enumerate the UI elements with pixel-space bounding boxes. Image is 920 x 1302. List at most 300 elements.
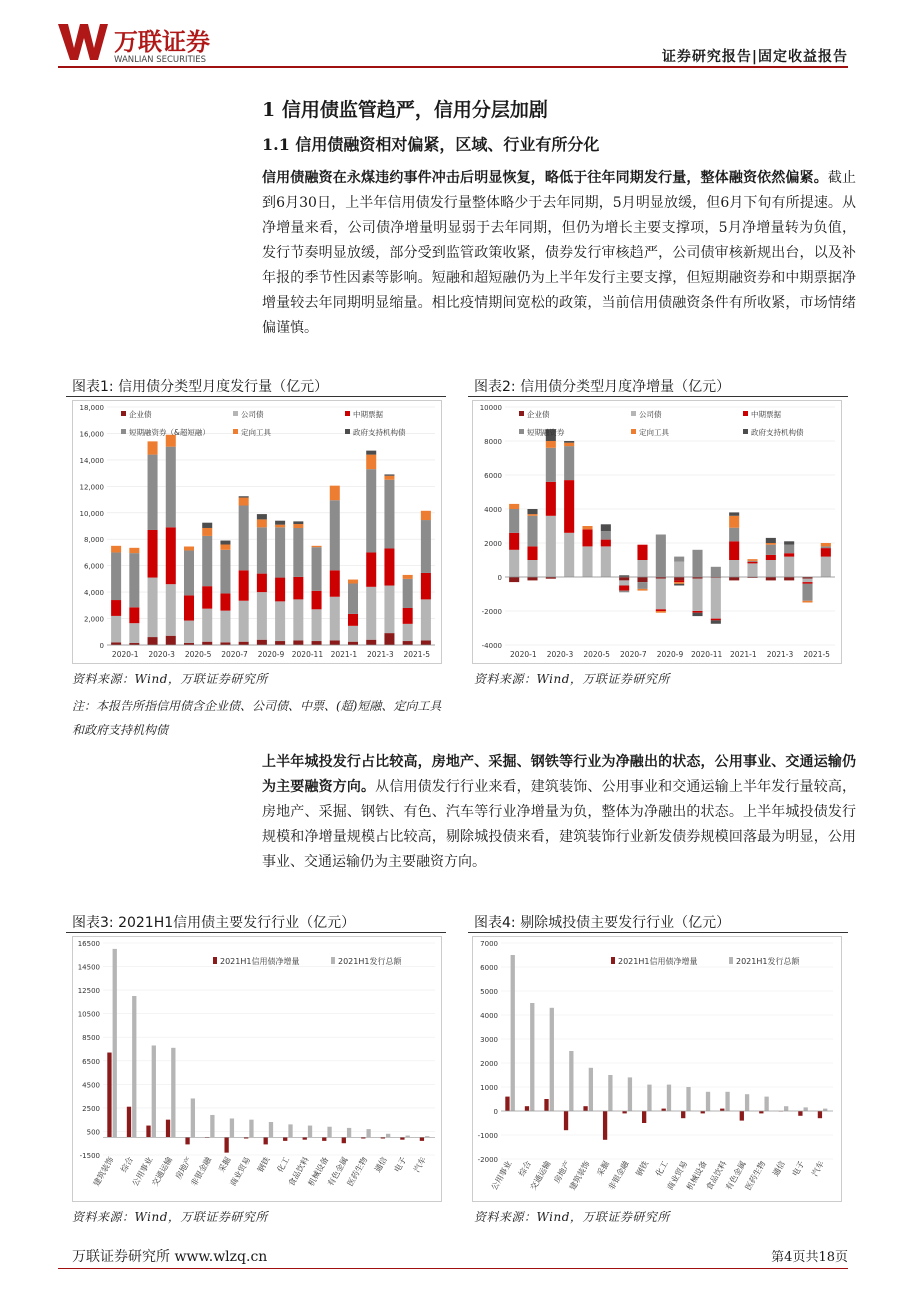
chart-monthly-net-increase bbox=[472, 400, 842, 664]
bar-segment bbox=[711, 620, 721, 623]
bar-segment bbox=[601, 531, 611, 540]
bar-segment bbox=[220, 545, 230, 550]
legend-label: 政府支持机构债 bbox=[751, 428, 804, 437]
legend-label: 2021H1信用债净增量 bbox=[618, 957, 698, 966]
x-tick-label: 2020-11 bbox=[690, 650, 723, 659]
bar-segment bbox=[202, 536, 212, 586]
bar-segment bbox=[403, 579, 413, 608]
paragraph-1-lead: 信用债融资在永煤违约事件冲击后明显恢复，略低于往年同期发行量，整体融资依然偏紧。 bbox=[262, 170, 828, 186]
bar-segment bbox=[166, 527, 176, 584]
bar-segment bbox=[312, 546, 322, 547]
x-category-label: 交通运输 bbox=[150, 1155, 175, 1188]
bar-segment bbox=[747, 561, 757, 562]
bar-segment bbox=[403, 641, 413, 645]
x-tick-label: 2020-5 bbox=[184, 650, 212, 659]
bar bbox=[725, 1092, 729, 1111]
header-divider bbox=[58, 66, 848, 68]
chart-industry-ex-lgfv bbox=[472, 936, 842, 1202]
bar-segment bbox=[202, 642, 212, 645]
bar-segment bbox=[421, 511, 431, 520]
x-category-label: 建筑装饰 bbox=[567, 1159, 592, 1192]
bar bbox=[146, 1126, 150, 1138]
y-tick-label: 4,000 bbox=[83, 589, 104, 598]
bar-segment bbox=[312, 641, 322, 645]
x-category-label: 公用事业 bbox=[130, 1155, 155, 1188]
legend-label: 定向工具 bbox=[639, 428, 669, 437]
y-tick-label: 12500 bbox=[77, 987, 100, 996]
bar-segment bbox=[166, 447, 176, 528]
bar-segment bbox=[692, 550, 702, 577]
bar bbox=[230, 1118, 234, 1137]
bar-segment bbox=[601, 546, 611, 577]
x-tick-label: 2020-11 bbox=[291, 650, 324, 659]
bar-segment bbox=[674, 582, 684, 584]
bar-segment bbox=[527, 577, 537, 580]
bar-segment bbox=[257, 574, 267, 593]
bar-segment bbox=[527, 560, 537, 577]
bar-segment bbox=[637, 589, 647, 591]
x-tick-label: 2020-7 bbox=[221, 650, 248, 659]
bar-segment bbox=[293, 640, 303, 645]
x-category-label: 综合 bbox=[119, 1155, 136, 1174]
x-tick-label: 2021-5 bbox=[403, 650, 431, 659]
bar-segment bbox=[366, 451, 376, 455]
page-number: 第4页共18页 bbox=[771, 1250, 848, 1265]
logo-text: 万联证券 bbox=[114, 28, 210, 56]
bar-segment bbox=[784, 557, 794, 577]
bar bbox=[647, 1085, 651, 1111]
bar-segment bbox=[202, 586, 212, 608]
legend-swatch bbox=[121, 429, 126, 434]
bar-segment bbox=[656, 579, 666, 610]
bar bbox=[764, 1097, 768, 1111]
bar-segment bbox=[366, 552, 376, 586]
bar-segment bbox=[637, 582, 647, 589]
bar-segment bbox=[766, 543, 776, 545]
bar-segment bbox=[275, 601, 285, 641]
bar bbox=[127, 1107, 131, 1138]
bar-segment bbox=[711, 567, 721, 577]
bar-segment bbox=[312, 591, 322, 610]
bar-segment bbox=[184, 595, 194, 620]
bar-segment bbox=[293, 524, 303, 528]
bar-segment bbox=[509, 504, 519, 509]
bar-segment bbox=[637, 545, 647, 560]
bar-segment bbox=[711, 619, 721, 621]
x-category-label: 汽车 bbox=[412, 1155, 428, 1174]
bar bbox=[784, 1106, 788, 1111]
y-tick-label: -2000 bbox=[481, 608, 502, 616]
bar-segment bbox=[257, 592, 267, 640]
y-tick-label: 0 bbox=[493, 1108, 498, 1116]
bar bbox=[366, 1129, 370, 1137]
bar-segment bbox=[729, 512, 739, 515]
chart-monthly-issuance bbox=[72, 400, 442, 664]
bar-segment bbox=[766, 560, 776, 577]
bar-segment bbox=[784, 545, 794, 554]
bar bbox=[569, 1051, 573, 1111]
bar-segment bbox=[330, 597, 340, 641]
legend-label: 企业债 bbox=[527, 410, 550, 419]
bar bbox=[798, 1111, 802, 1116]
x-tick-label: 2021-3 bbox=[766, 650, 794, 659]
bar-segment bbox=[821, 548, 831, 557]
x-category-label: 有色金属 bbox=[326, 1155, 350, 1188]
bar-segment bbox=[312, 609, 322, 641]
bar bbox=[327, 1127, 331, 1138]
bar-segment bbox=[403, 624, 413, 641]
bar-segment bbox=[293, 521, 303, 524]
bar-segment bbox=[184, 550, 194, 595]
bar-segment bbox=[674, 557, 684, 562]
x-tick-label: 2020-7 bbox=[620, 650, 647, 659]
figure-4-rule bbox=[468, 932, 848, 933]
bar-segment bbox=[509, 509, 519, 533]
bar-segment bbox=[802, 584, 812, 601]
bar-segment bbox=[148, 578, 158, 638]
bar bbox=[283, 1137, 287, 1141]
bar-segment bbox=[637, 577, 647, 582]
bar bbox=[511, 955, 515, 1111]
bar-segment bbox=[582, 546, 592, 577]
bar bbox=[701, 1111, 705, 1113]
y-tick-label: 16,000 bbox=[79, 430, 104, 439]
bar-segment bbox=[564, 441, 574, 443]
x-category-label: 机械设备 bbox=[306, 1155, 331, 1188]
bar-segment bbox=[220, 611, 230, 643]
x-category-label: 建筑装饰 bbox=[91, 1155, 116, 1188]
bar bbox=[550, 1008, 554, 1111]
bar bbox=[132, 996, 136, 1137]
bar bbox=[224, 1137, 228, 1152]
y-tick-label: 6000 bbox=[484, 472, 502, 480]
legend-swatch bbox=[121, 411, 126, 416]
legend-label: 政府支持机构债 bbox=[353, 428, 406, 437]
legend-label: 中期票据 bbox=[353, 410, 383, 419]
bar-segment bbox=[692, 613, 702, 616]
bar-segment bbox=[784, 541, 794, 544]
bar bbox=[589, 1068, 593, 1111]
bar-segment bbox=[421, 520, 431, 573]
legend-swatch bbox=[233, 429, 238, 434]
bar-segment bbox=[384, 474, 394, 475]
bar-segment bbox=[747, 559, 757, 561]
x-category-label: 房地产 bbox=[552, 1159, 573, 1185]
bar bbox=[505, 1097, 509, 1111]
bar-segment bbox=[656, 535, 666, 578]
bar bbox=[686, 1087, 690, 1111]
y-tick-label: 10000 bbox=[479, 404, 502, 412]
bar-segment bbox=[619, 586, 629, 591]
bar bbox=[706, 1092, 710, 1111]
bar-segment bbox=[111, 600, 121, 616]
x-tick-label: 2021-1 bbox=[330, 650, 358, 659]
bar-segment bbox=[421, 599, 431, 640]
bar-segment bbox=[384, 548, 394, 585]
x-category-label: 化工 bbox=[275, 1155, 292, 1174]
bar bbox=[740, 1111, 744, 1121]
bar-segment bbox=[330, 500, 340, 570]
bar-segment bbox=[202, 609, 212, 642]
bar bbox=[420, 1137, 424, 1141]
legend-swatch bbox=[631, 411, 636, 416]
bar-segment bbox=[821, 557, 831, 577]
bar-segment bbox=[656, 611, 666, 613]
x-category-label: 钢铁 bbox=[634, 1159, 651, 1178]
figure-2-source: 资料来源：Wind，万联证券研究所 bbox=[474, 672, 670, 686]
bar-segment bbox=[711, 578, 721, 619]
bar-segment bbox=[129, 607, 139, 623]
bar-segment bbox=[784, 553, 794, 556]
y-tick-label: -4000 bbox=[481, 642, 502, 650]
y-tick-label: -2000 bbox=[477, 1156, 498, 1164]
bar-segment bbox=[111, 546, 121, 553]
bar-segment bbox=[546, 482, 556, 516]
bar-segment bbox=[729, 577, 739, 580]
paragraph-1-body: 截止到6月30日，上半年信用债发行量整体略少于去年同期，5月明显放缓，但6月下旬有所提速。从净增量来看，公司债净增量明显弱于去年同期，但仍为增长主要支撑项，5月净增量转为负值，发行节奏明显放缓，部分受到监管政策收紧，债券发行审核趋严，公司债审核新规出台，以及补年报的季节性因素等影响。短融和超短融仍为上半年发行主要支撑，但短期融资券和中期票据净增量较去年同期明显缩量。相比疫情期间宽松的政策，当前信用债融资条件有所收紧，市场情绪偏谨慎。 bbox=[262, 170, 857, 336]
bar bbox=[166, 1120, 170, 1138]
y-tick-label: 2,000 bbox=[83, 615, 104, 624]
bar-segment bbox=[275, 527, 285, 577]
bar-segment bbox=[366, 469, 376, 552]
chart-industry-issuance bbox=[72, 936, 442, 1202]
bar-segment bbox=[582, 526, 592, 529]
bar bbox=[745, 1094, 749, 1111]
report-type-label: 证券研究报告|固定收益报告 bbox=[661, 49, 848, 65]
x-category-label: 电子 bbox=[790, 1159, 807, 1178]
legend-label: 短期融资券（&超短融） bbox=[129, 428, 210, 437]
figure-4-title: 图表4: 剔除城投债主要发行行业（亿元） bbox=[474, 915, 731, 931]
x-category-label: 采掘 bbox=[216, 1155, 233, 1174]
bar-segment bbox=[582, 529, 592, 546]
bar bbox=[804, 1107, 808, 1111]
bar-segment bbox=[312, 547, 322, 591]
bar-segment bbox=[619, 580, 629, 585]
x-category-label: 公用事业 bbox=[489, 1159, 514, 1192]
x-tick-label: 2020-5 bbox=[583, 650, 610, 659]
company-logo bbox=[58, 22, 238, 66]
figure-3-rule bbox=[66, 932, 446, 933]
bar-segment bbox=[564, 446, 574, 480]
bar-segment bbox=[166, 584, 176, 636]
x-tick-label: 2021-5 bbox=[803, 650, 830, 659]
logo-en: WANLIAN SECURITIES bbox=[114, 55, 207, 65]
x-category-label: 医药生物 bbox=[743, 1159, 768, 1192]
bar-segment bbox=[257, 527, 267, 573]
x-tick-label: 2020-3 bbox=[148, 650, 175, 659]
legend-swatch bbox=[611, 957, 615, 964]
y-tick-label: 4500 bbox=[82, 1081, 100, 1090]
x-category-label: 采掘 bbox=[595, 1159, 612, 1178]
bar-segment bbox=[348, 584, 358, 614]
y-tick-label: 0 bbox=[99, 642, 104, 650]
paragraph-1 bbox=[262, 166, 856, 341]
bar-segment bbox=[348, 642, 358, 645]
bar bbox=[823, 1109, 827, 1111]
bar-segment bbox=[384, 476, 394, 480]
bar-segment bbox=[202, 523, 212, 528]
x-category-label: 汽车 bbox=[810, 1159, 826, 1178]
legend-swatch bbox=[345, 429, 350, 434]
bar-segment bbox=[330, 570, 340, 596]
legend-label: 短期融资券 bbox=[527, 428, 565, 437]
y-tick-label: 6000 bbox=[480, 964, 498, 972]
bar-segment bbox=[692, 579, 702, 611]
legend-swatch bbox=[345, 411, 350, 416]
y-tick-label: 8,000 bbox=[83, 536, 104, 545]
bar-segment bbox=[330, 640, 340, 645]
legend-swatch bbox=[233, 411, 238, 416]
y-tick-label: 4000 bbox=[484, 506, 502, 514]
x-category-label: 通信 bbox=[373, 1155, 389, 1174]
legend-swatch bbox=[519, 429, 524, 434]
bar-segment bbox=[129, 553, 139, 607]
x-category-label: 电子 bbox=[392, 1155, 409, 1174]
bar bbox=[113, 949, 117, 1137]
bar bbox=[400, 1137, 404, 1139]
bar-segment bbox=[184, 546, 194, 550]
x-tick-label: 2020-9 bbox=[656, 650, 684, 659]
x-category-label: 化工 bbox=[653, 1159, 670, 1178]
x-category-label: 有色金属 bbox=[724, 1159, 748, 1192]
bar-segment bbox=[220, 541, 230, 545]
y-tick-label: -1000 bbox=[477, 1132, 498, 1140]
bar bbox=[347, 1128, 351, 1137]
bar-segment bbox=[747, 562, 757, 564]
y-tick-label: 7000 bbox=[480, 940, 498, 948]
bar-segment bbox=[564, 533, 574, 577]
bar bbox=[269, 1122, 273, 1137]
bar-segment bbox=[619, 577, 629, 580]
y-tick-label: 500 bbox=[86, 1128, 100, 1137]
bar-segment bbox=[421, 640, 431, 645]
figure-2-title: 图表2: 信用债分类型月度净增量（亿元） bbox=[474, 379, 731, 395]
bar-segment bbox=[257, 640, 267, 645]
bar bbox=[628, 1077, 632, 1111]
bar bbox=[171, 1048, 175, 1138]
bar bbox=[681, 1111, 685, 1118]
bar-segment bbox=[546, 441, 556, 448]
bar-segment bbox=[821, 546, 831, 548]
bar-segment bbox=[564, 480, 574, 533]
bar-segment bbox=[348, 626, 358, 642]
footer-divider bbox=[58, 1268, 848, 1269]
y-tick-label: 4000 bbox=[480, 1012, 498, 1020]
x-category-label: 非银金融 bbox=[606, 1159, 631, 1192]
y-tick-label: 10500 bbox=[77, 1010, 100, 1019]
bar-segment bbox=[129, 548, 139, 553]
bar-segment bbox=[527, 514, 537, 516]
bar-segment bbox=[766, 577, 776, 580]
bar-segment bbox=[257, 519, 267, 527]
bar-segment bbox=[366, 455, 376, 470]
bar-segment bbox=[729, 541, 739, 560]
y-tick-label: 12,000 bbox=[79, 483, 104, 492]
legend-label: 2021H1发行总额 bbox=[338, 957, 402, 966]
bar-segment bbox=[546, 448, 556, 482]
bar-segment bbox=[656, 609, 666, 611]
bar bbox=[308, 1126, 312, 1138]
bar bbox=[210, 1115, 214, 1137]
bar-segment bbox=[275, 641, 285, 645]
y-tick-label: 5000 bbox=[480, 988, 498, 996]
x-category-label: 综合 bbox=[517, 1159, 534, 1178]
bar bbox=[249, 1120, 253, 1138]
bar-segment bbox=[564, 443, 574, 446]
bar bbox=[608, 1075, 612, 1111]
y-tick-label: 6500 bbox=[82, 1057, 100, 1066]
y-tick-label: 2000 bbox=[484, 540, 502, 548]
bar-segment bbox=[802, 601, 812, 603]
bar-segment bbox=[509, 550, 519, 577]
figure-1-source: 资料来源：Wind，万联证券研究所 bbox=[72, 672, 268, 686]
bar-segment bbox=[148, 530, 158, 578]
bar bbox=[185, 1137, 189, 1144]
bar-segment bbox=[366, 640, 376, 645]
section-heading: 1 信用债监管趋严，信用分层加剧 bbox=[262, 99, 548, 121]
bar-segment bbox=[275, 521, 285, 525]
bar bbox=[720, 1109, 724, 1111]
bar-segment bbox=[766, 538, 776, 543]
legend-swatch bbox=[743, 411, 748, 416]
bar-segment bbox=[766, 545, 776, 555]
x-tick-label: 2021-1 bbox=[730, 650, 757, 659]
bar bbox=[667, 1085, 671, 1111]
bar bbox=[525, 1106, 529, 1111]
bar-segment bbox=[257, 514, 267, 519]
y-tick-label: 0 bbox=[497, 574, 502, 582]
paragraph-2-body: 从信用债发行行业来看，建筑装饰、公用事业和交通运输上半年发行量较高，房地产、采掘、钢铁、有色、汽车等行业净增量为负，整体为净融出的状态。上半年城投债发行规模和净增量规模占比较高，剔除城投债来看，建筑装饰行业新发债券规模回落最为明显，公用事业、交通运输仍为主要融资方向。 bbox=[262, 779, 856, 870]
bar bbox=[603, 1111, 607, 1140]
x-category-label: 交通运输 bbox=[528, 1159, 553, 1192]
bar bbox=[530, 1003, 534, 1111]
bar-segment bbox=[403, 575, 413, 579]
bar bbox=[564, 1111, 568, 1130]
bar bbox=[818, 1111, 822, 1118]
bar-segment bbox=[239, 642, 249, 645]
x-category-label: 商业贸易 bbox=[228, 1155, 253, 1188]
y-tick-label: 2500 bbox=[82, 1104, 100, 1113]
y-tick-label: 2000 bbox=[480, 1060, 498, 1068]
legend-swatch bbox=[213, 957, 217, 964]
x-category-label: 医药生物 bbox=[345, 1155, 370, 1188]
bar-segment bbox=[166, 636, 176, 645]
bar-segment bbox=[546, 516, 556, 577]
bar bbox=[107, 1053, 111, 1138]
bar bbox=[662, 1109, 666, 1111]
legend-label: 2021H1发行总额 bbox=[736, 957, 800, 966]
bar-segment bbox=[527, 546, 537, 560]
bar-segment bbox=[366, 587, 376, 640]
bar-segment bbox=[692, 611, 702, 613]
paragraph-2-lead: 上半年城投发行占比较高，房地产、采掘、钢铁等行业为净融出的状态，公用事业、交通运输仍为主要融资方向。 bbox=[262, 754, 856, 795]
bar-segment bbox=[766, 555, 776, 560]
bar bbox=[288, 1124, 292, 1137]
bar-segment bbox=[674, 580, 684, 582]
x-category-label: 房地产 bbox=[173, 1155, 194, 1181]
bar-segment bbox=[674, 577, 684, 580]
bar-segment bbox=[275, 525, 285, 528]
bar-segment bbox=[202, 528, 212, 536]
legend-label: 公司债 bbox=[241, 410, 264, 419]
bar bbox=[642, 1111, 646, 1123]
bar bbox=[544, 1099, 548, 1111]
legend-swatch bbox=[331, 957, 335, 964]
bar-segment bbox=[527, 516, 537, 547]
legend-swatch bbox=[519, 411, 524, 416]
bar-segment bbox=[348, 614, 358, 626]
x-category-label: 钢铁 bbox=[255, 1155, 272, 1174]
